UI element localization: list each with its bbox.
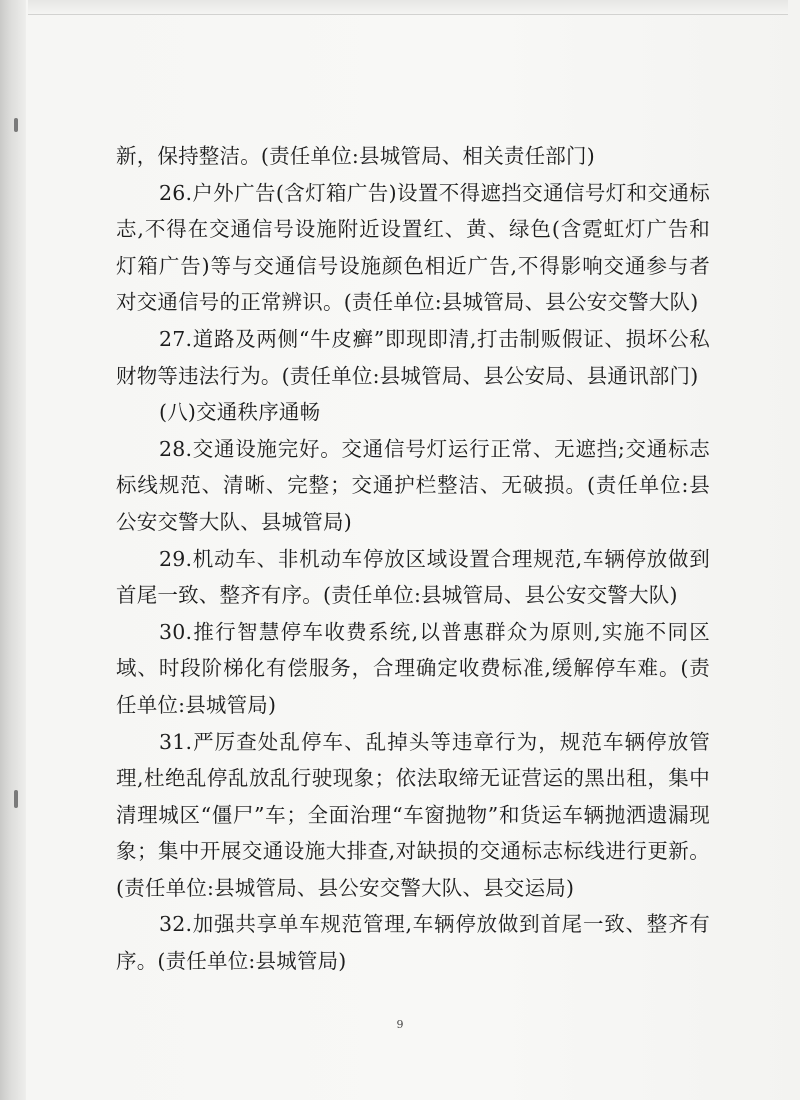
paragraph-continuation: 新，保持整洁。(责任单位:县城管局、相关责任部门) bbox=[116, 144, 595, 168]
paragraph-item-27: 27.道路及两侧“牛皮癣”即现即清,打击制贩假证、损坏公私财物等违法行为。(责任单位:县城管局、县公安局、县通讯部门) bbox=[116, 326, 710, 388]
document-body bbox=[116, 138, 710, 980]
paragraph-item-30: 30.推行智慧停车收费系统,以普惠群众为原则,实施不同区域、时段阶梯化有偿服务，合理确定收费标准,缓解停车难。(责任单位:县城管局) bbox=[116, 619, 710, 717]
scan-left-shadow bbox=[0, 0, 26, 1100]
paragraph-item-26: 26.户外广告(含灯箱广告)设置不得遮挡交通信号灯和交通标志,不得在交通信号设施附近设置红、黄、绿色(含霓虹灯广告和灯箱广告)等与交通信号设施颜色相近广告,不得影响交通参与者对交通信号的正常辨识。(责任单位:县城管局、县公安交警大队) bbox=[116, 180, 710, 315]
paragraph-item-29: 29.机动车、非机动车停放区域设置合理规范,车辆停放做到首尾一致、整齐有序。(责任单位:县城管局、县公安交警大队) bbox=[116, 546, 710, 608]
paragraph-item-28: 28.交通设施完好。交通信号灯运行正常、无遮挡;交通标志标线规范、清晰、完整；交通护栏整洁、无破损。(责任单位:县公安交警大队、县城管局) bbox=[116, 436, 710, 534]
paragraph-item-32: 32.加强共享单车规范管理,车辆停放做到首尾一致、整齐有序。(责任单位:县城管局) bbox=[116, 912, 710, 974]
section-heading-8: (八)交通秩序通畅 bbox=[159, 400, 321, 425]
paragraph-item-31: 31.严厉查处乱停车、乱掉头等违章行为，规范车辆停放管理,杜绝乱停乱放乱行驶现象；依法取缔无证营运的黑出租，集中清理城区“僵尸”车；全面治理“车窗抛物”和货运车辆抛洒遗漏现象；集中开展交通设施大排查,对缺损的交通标志标线进行更新。(责任单位:县城管局、县公安交警大队、县交运局) bbox=[116, 729, 710, 900]
page-number: 9 bbox=[396, 1018, 404, 1031]
scan-top-edge bbox=[28, 0, 788, 15]
binding-mark bbox=[14, 790, 18, 808]
binding-mark bbox=[14, 118, 18, 132]
